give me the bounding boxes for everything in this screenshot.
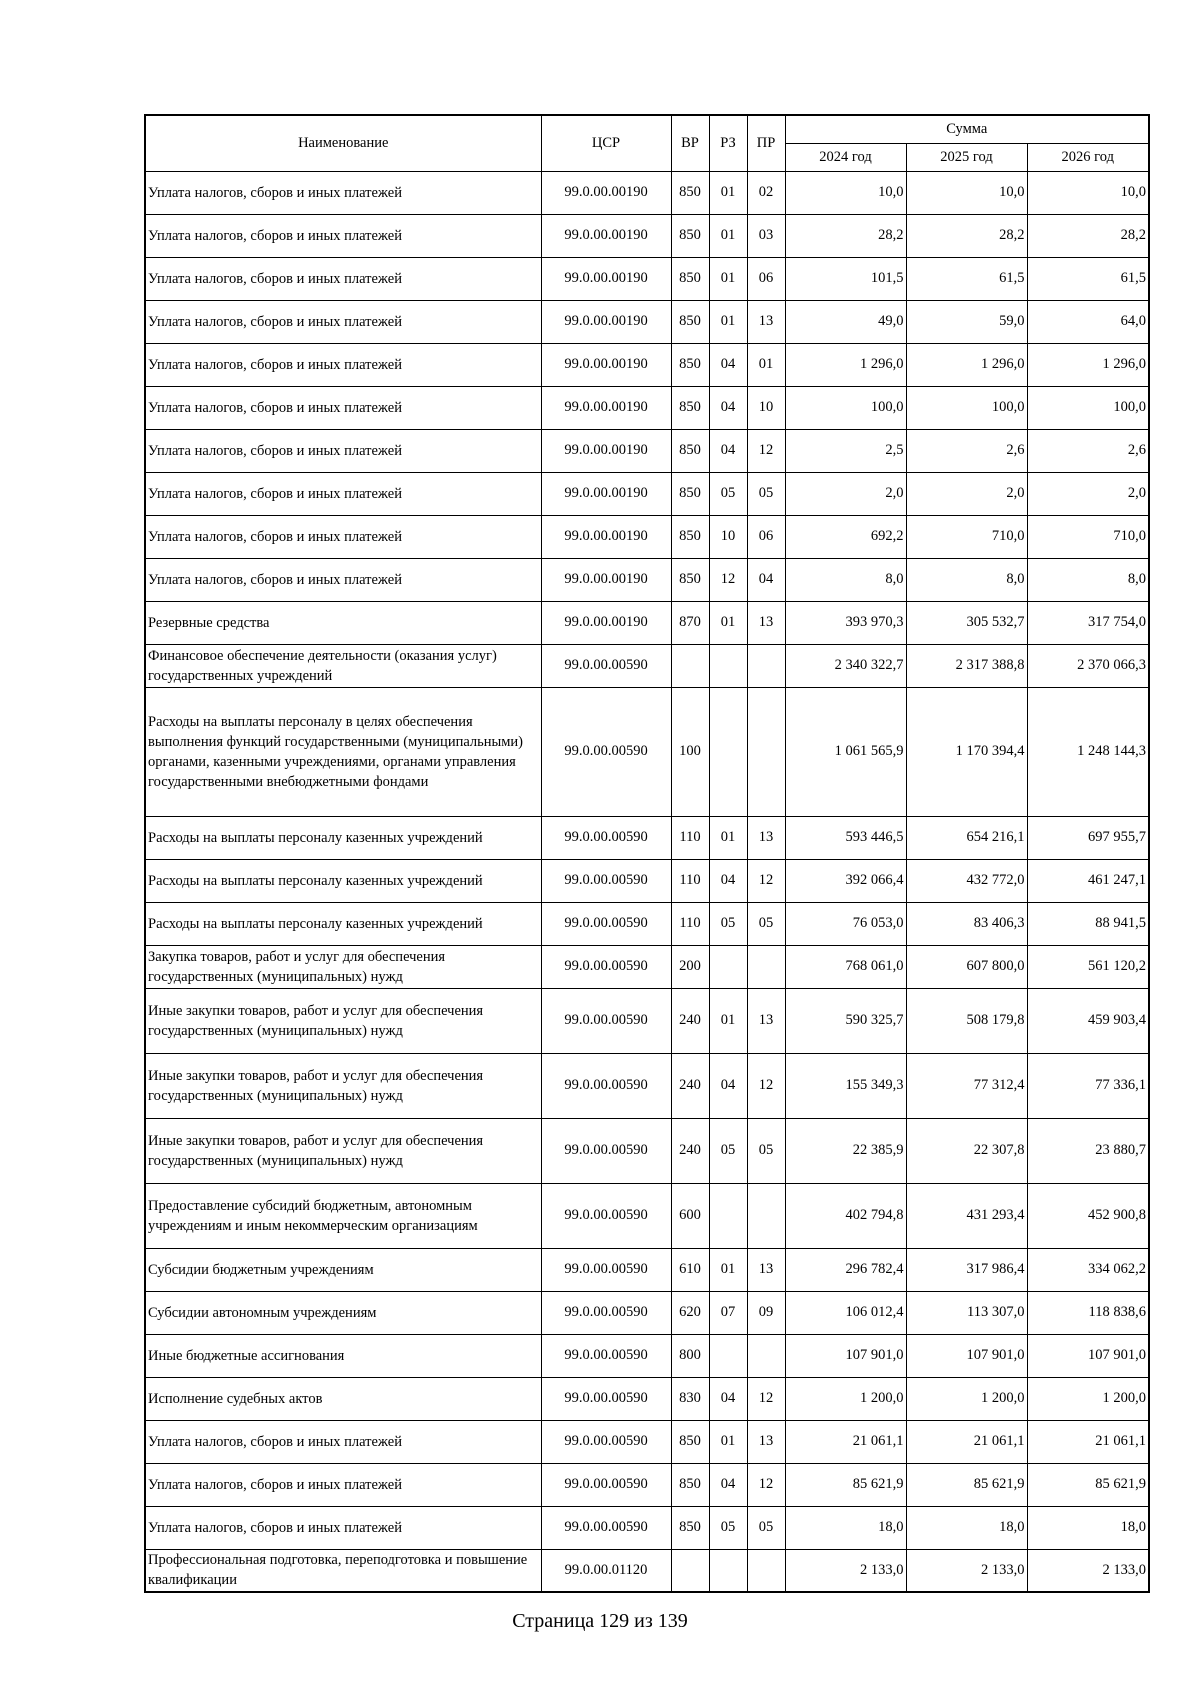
cell-csr: 99.0.00.00590 xyxy=(541,1248,671,1291)
cell-2025: 1 200,0 xyxy=(906,1377,1027,1420)
cell-2024: 768 061,0 xyxy=(785,945,906,988)
cell-name: Уплата налогов, сборов и иных платежей xyxy=(145,386,541,429)
table-row xyxy=(145,515,1149,558)
cell-2025: 1 170 394,4 xyxy=(906,687,1027,816)
cell-2025: 18,0 xyxy=(906,1506,1027,1549)
cell-rz: 04 xyxy=(709,343,747,386)
header-pr: ПР xyxy=(747,115,785,171)
cell-vr: 610 xyxy=(671,1248,709,1291)
cell-2026: 64,0 xyxy=(1027,300,1149,343)
table-row xyxy=(145,1118,1149,1183)
table-row xyxy=(145,1506,1149,1549)
cell-vr xyxy=(671,644,709,687)
cell-name: Исполнение судебных актов xyxy=(145,1377,541,1420)
cell-rz xyxy=(709,1183,747,1248)
cell-vr: 850 xyxy=(671,515,709,558)
cell-rz: 05 xyxy=(709,1118,747,1183)
cell-csr: 99.0.00.00590 xyxy=(541,859,671,902)
cell-rz: 10 xyxy=(709,515,747,558)
cell-2026: 2,6 xyxy=(1027,429,1149,472)
cell-2025: 21 061,1 xyxy=(906,1420,1027,1463)
cell-2025: 107 901,0 xyxy=(906,1334,1027,1377)
cell-2024: 296 782,4 xyxy=(785,1248,906,1291)
cell-pr: 13 xyxy=(747,300,785,343)
cell-2026: 1 248 144,3 xyxy=(1027,687,1149,816)
cell-rz: 01 xyxy=(709,300,747,343)
cell-pr: 12 xyxy=(747,1053,785,1118)
cell-rz: 01 xyxy=(709,257,747,300)
table-row xyxy=(145,1377,1149,1420)
cell-2025: 2 317 388,8 xyxy=(906,644,1027,687)
cell-csr: 99.0.00.00590 xyxy=(541,687,671,816)
cell-name: Расходы на выплаты персоналу казенных учреждений xyxy=(145,902,541,945)
cell-rz: 01 xyxy=(709,816,747,859)
cell-2025: 1 296,0 xyxy=(906,343,1027,386)
cell-vr: 850 xyxy=(671,257,709,300)
cell-name: Уплата налогов, сборов и иных платежей xyxy=(145,1463,541,1506)
cell-2026: 118 838,6 xyxy=(1027,1291,1149,1334)
cell-2025: 2,0 xyxy=(906,472,1027,515)
cell-name: Иные бюджетные ассигнования xyxy=(145,1334,541,1377)
header-rz: РЗ xyxy=(709,115,747,171)
table-row xyxy=(145,300,1149,343)
cell-pr: 06 xyxy=(747,257,785,300)
cell-2025: 100,0 xyxy=(906,386,1027,429)
cell-vr: 850 xyxy=(671,1420,709,1463)
cell-pr: 12 xyxy=(747,1463,785,1506)
cell-name: Иные закупки товаров, работ и услуг для обеспечения государственных (муниципальных) нужд xyxy=(145,1053,541,1118)
table-row xyxy=(145,988,1149,1053)
cell-2025: 28,2 xyxy=(906,214,1027,257)
cell-2026: 710,0 xyxy=(1027,515,1149,558)
cell-pr xyxy=(747,687,785,816)
cell-2025: 431 293,4 xyxy=(906,1183,1027,1248)
cell-csr: 99.0.00.00590 xyxy=(541,1377,671,1420)
cell-rz xyxy=(709,687,747,816)
cell-2024: 28,2 xyxy=(785,214,906,257)
cell-pr: 12 xyxy=(747,1377,785,1420)
cell-csr: 99.0.00.01120 xyxy=(541,1549,671,1592)
cell-csr: 99.0.00.00590 xyxy=(541,1183,671,1248)
cell-name: Предоставление субсидий бюджетным, автономным учреждениям и иным некоммерческим организациям xyxy=(145,1183,541,1248)
cell-2024: 2 133,0 xyxy=(785,1549,906,1592)
cell-rz xyxy=(709,644,747,687)
cell-csr: 99.0.00.00590 xyxy=(541,816,671,859)
cell-2024: 2 340 322,7 xyxy=(785,644,906,687)
cell-2024: 155 349,3 xyxy=(785,1053,906,1118)
cell-csr: 99.0.00.00190 xyxy=(541,214,671,257)
cell-pr xyxy=(747,945,785,988)
cell-rz: 01 xyxy=(709,1420,747,1463)
cell-2025: 710,0 xyxy=(906,515,1027,558)
cell-csr: 99.0.00.00190 xyxy=(541,429,671,472)
cell-2025: 10,0 xyxy=(906,171,1027,214)
cell-vr: 850 xyxy=(671,1463,709,1506)
cell-2026: 107 901,0 xyxy=(1027,1334,1149,1377)
cell-name: Расходы на выплаты персоналу казенных учреждений xyxy=(145,859,541,902)
cell-2024: 106 012,4 xyxy=(785,1291,906,1334)
cell-name: Профессиональная подготовка, переподготовка и повышение квалификации xyxy=(145,1549,541,1592)
header-csr: ЦСР xyxy=(541,115,671,171)
table-row xyxy=(145,816,1149,859)
cell-2026: 461 247,1 xyxy=(1027,859,1149,902)
cell-pr xyxy=(747,1334,785,1377)
cell-vr: 110 xyxy=(671,859,709,902)
table-row xyxy=(145,429,1149,472)
header-name: Наименование xyxy=(145,115,541,171)
cell-name: Уплата налогов, сборов и иных платежей xyxy=(145,343,541,386)
cell-rz: 05 xyxy=(709,472,747,515)
cell-2024: 692,2 xyxy=(785,515,906,558)
cell-pr xyxy=(747,1183,785,1248)
cell-2026: 1 296,0 xyxy=(1027,343,1149,386)
cell-2025: 317 986,4 xyxy=(906,1248,1027,1291)
cell-pr: 12 xyxy=(747,859,785,902)
table-row xyxy=(145,687,1149,816)
cell-pr xyxy=(747,644,785,687)
cell-pr xyxy=(747,1549,785,1592)
header-2026: 2026 год xyxy=(1027,143,1149,171)
cell-2026: 452 900,8 xyxy=(1027,1183,1149,1248)
cell-2024: 402 794,8 xyxy=(785,1183,906,1248)
cell-pr: 02 xyxy=(747,171,785,214)
cell-2024: 10,0 xyxy=(785,171,906,214)
cell-2026: 2,0 xyxy=(1027,472,1149,515)
cell-2025: 432 772,0 xyxy=(906,859,1027,902)
cell-csr: 99.0.00.00590 xyxy=(541,1420,671,1463)
cell-2025: 654 216,1 xyxy=(906,816,1027,859)
cell-rz: 04 xyxy=(709,429,747,472)
cell-rz: 04 xyxy=(709,1463,747,1506)
cell-2025: 113 307,0 xyxy=(906,1291,1027,1334)
cell-name: Уплата налогов, сборов и иных платежей xyxy=(145,300,541,343)
cell-csr: 99.0.00.00190 xyxy=(541,472,671,515)
cell-vr: 850 xyxy=(671,343,709,386)
table-row xyxy=(145,1549,1149,1592)
cell-name: Уплата налогов, сборов и иных платежей xyxy=(145,1506,541,1549)
cell-pr: 10 xyxy=(747,386,785,429)
cell-csr: 99.0.00.00190 xyxy=(541,386,671,429)
cell-2026: 23 880,7 xyxy=(1027,1118,1149,1183)
page-number: Страница 129 из 139 xyxy=(512,1610,688,1632)
cell-name: Расходы на выплаты персоналу в целях обеспечения выполнения функций государственными (муниципальными) органами, казенными учреждениями, органами управления государственными внебюджетными фондами xyxy=(145,687,541,816)
cell-2024: 392 066,4 xyxy=(785,859,906,902)
cell-2026: 18,0 xyxy=(1027,1506,1149,1549)
cell-name: Субсидии автономным учреждениям xyxy=(145,1291,541,1334)
cell-csr: 99.0.00.00590 xyxy=(541,902,671,945)
cell-csr: 99.0.00.00590 xyxy=(541,1291,671,1334)
cell-csr: 99.0.00.00590 xyxy=(541,1506,671,1549)
cell-2025: 59,0 xyxy=(906,300,1027,343)
cell-2025: 77 312,4 xyxy=(906,1053,1027,1118)
cell-2026: 21 061,1 xyxy=(1027,1420,1149,1463)
cell-2025: 8,0 xyxy=(906,558,1027,601)
cell-pr: 13 xyxy=(747,601,785,644)
cell-name: Иные закупки товаров, работ и услуг для обеспечения государственных (муниципальных) нужд xyxy=(145,1118,541,1183)
cell-name: Уплата налогов, сборов и иных платежей xyxy=(145,472,541,515)
cell-csr: 99.0.00.00590 xyxy=(541,1053,671,1118)
cell-csr: 99.0.00.00190 xyxy=(541,558,671,601)
cell-pr: 03 xyxy=(747,214,785,257)
cell-pr: 05 xyxy=(747,902,785,945)
cell-vr: 830 xyxy=(671,1377,709,1420)
cell-csr: 99.0.00.00590 xyxy=(541,945,671,988)
cell-csr: 99.0.00.00590 xyxy=(541,1334,671,1377)
cell-vr: 200 xyxy=(671,945,709,988)
cell-2024: 1 200,0 xyxy=(785,1377,906,1420)
cell-2024: 107 901,0 xyxy=(785,1334,906,1377)
cell-name: Уплата налогов, сборов и иных платежей xyxy=(145,257,541,300)
cell-2025: 22 307,8 xyxy=(906,1118,1027,1183)
table-row xyxy=(145,1463,1149,1506)
cell-2026: 100,0 xyxy=(1027,386,1149,429)
table-row xyxy=(145,902,1149,945)
cell-vr: 850 xyxy=(671,171,709,214)
cell-pr: 09 xyxy=(747,1291,785,1334)
table-body xyxy=(145,171,1149,1592)
cell-2024: 593 446,5 xyxy=(785,816,906,859)
cell-2024: 2,0 xyxy=(785,472,906,515)
cell-name: Расходы на выплаты персоналу казенных учреждений xyxy=(145,816,541,859)
cell-2026: 61,5 xyxy=(1027,257,1149,300)
cell-2025: 508 179,8 xyxy=(906,988,1027,1053)
cell-csr: 99.0.00.00190 xyxy=(541,515,671,558)
cell-name: Уплата налогов, сборов и иных платежей xyxy=(145,558,541,601)
cell-rz xyxy=(709,1549,747,1592)
table-row xyxy=(145,601,1149,644)
cell-csr: 99.0.00.00190 xyxy=(541,343,671,386)
cell-pr: 01 xyxy=(747,343,785,386)
cell-2026: 28,2 xyxy=(1027,214,1149,257)
cell-2024: 393 970,3 xyxy=(785,601,906,644)
cell-rz: 01 xyxy=(709,988,747,1053)
budget-table xyxy=(144,114,1150,1593)
cell-vr: 850 xyxy=(671,429,709,472)
cell-2024: 85 621,9 xyxy=(785,1463,906,1506)
cell-rz: 04 xyxy=(709,859,747,902)
cell-vr: 800 xyxy=(671,1334,709,1377)
table-row xyxy=(145,859,1149,902)
cell-vr: 850 xyxy=(671,558,709,601)
cell-2026: 334 062,2 xyxy=(1027,1248,1149,1291)
cell-pr: 12 xyxy=(747,429,785,472)
cell-2024: 2,5 xyxy=(785,429,906,472)
cell-rz xyxy=(709,945,747,988)
cell-2024: 76 053,0 xyxy=(785,902,906,945)
cell-csr: 99.0.00.00590 xyxy=(541,1463,671,1506)
cell-pr: 13 xyxy=(747,1248,785,1291)
cell-vr: 620 xyxy=(671,1291,709,1334)
cell-pr: 04 xyxy=(747,558,785,601)
cell-2024: 101,5 xyxy=(785,257,906,300)
cell-vr xyxy=(671,1549,709,1592)
cell-name: Уплата налогов, сборов и иных платежей xyxy=(145,1420,541,1463)
table-row xyxy=(145,1334,1149,1377)
table-row xyxy=(145,1248,1149,1291)
cell-rz: 04 xyxy=(709,386,747,429)
cell-2025: 85 621,9 xyxy=(906,1463,1027,1506)
cell-rz: 07 xyxy=(709,1291,747,1334)
cell-2025: 305 532,7 xyxy=(906,601,1027,644)
cell-2025: 607 800,0 xyxy=(906,945,1027,988)
cell-vr: 100 xyxy=(671,687,709,816)
cell-2026: 77 336,1 xyxy=(1027,1053,1149,1118)
cell-vr: 240 xyxy=(671,1118,709,1183)
table-row xyxy=(145,945,1149,988)
cell-name: Иные закупки товаров, работ и услуг для обеспечения государственных (муниципальных) нужд xyxy=(145,988,541,1053)
cell-2024: 21 061,1 xyxy=(785,1420,906,1463)
cell-csr: 99.0.00.00590 xyxy=(541,988,671,1053)
cell-2026: 85 621,9 xyxy=(1027,1463,1149,1506)
cell-2025: 2 133,0 xyxy=(906,1549,1027,1592)
cell-vr: 110 xyxy=(671,902,709,945)
cell-csr: 99.0.00.00590 xyxy=(541,1118,671,1183)
cell-pr: 13 xyxy=(747,988,785,1053)
cell-vr: 850 xyxy=(671,472,709,515)
cell-name: Финансовое обеспечение деятельности (оказания услуг) государственных учреждений xyxy=(145,644,541,687)
cell-2026: 2 370 066,3 xyxy=(1027,644,1149,687)
table-row xyxy=(145,343,1149,386)
table-row xyxy=(145,1291,1149,1334)
cell-vr: 850 xyxy=(671,386,709,429)
cell-name: Уплата налогов, сборов и иных платежей xyxy=(145,429,541,472)
header-sum: Сумма xyxy=(785,115,1149,143)
cell-2024: 8,0 xyxy=(785,558,906,601)
cell-name: Субсидии бюджетным учреждениям xyxy=(145,1248,541,1291)
cell-2025: 83 406,3 xyxy=(906,902,1027,945)
cell-2026: 8,0 xyxy=(1027,558,1149,601)
header-2025: 2025 год xyxy=(906,143,1027,171)
cell-vr: 240 xyxy=(671,988,709,1053)
cell-vr: 240 xyxy=(671,1053,709,1118)
header-2024: 2024 год xyxy=(785,143,906,171)
cell-2024: 22 385,9 xyxy=(785,1118,906,1183)
cell-csr: 99.0.00.00190 xyxy=(541,300,671,343)
table-row xyxy=(145,1183,1149,1248)
table-row xyxy=(145,257,1149,300)
cell-2026: 561 120,2 xyxy=(1027,945,1149,988)
cell-2026: 317 754,0 xyxy=(1027,601,1149,644)
cell-2026: 697 955,7 xyxy=(1027,816,1149,859)
cell-name: Уплата налогов, сборов и иных платежей xyxy=(145,171,541,214)
cell-rz: 01 xyxy=(709,214,747,257)
cell-name: Резервные средства xyxy=(145,601,541,644)
cell-vr: 850 xyxy=(671,300,709,343)
cell-2026: 1 200,0 xyxy=(1027,1377,1149,1420)
cell-csr: 99.0.00.00190 xyxy=(541,171,671,214)
cell-2025: 2,6 xyxy=(906,429,1027,472)
table-row xyxy=(145,1420,1149,1463)
table-row xyxy=(145,386,1149,429)
cell-rz: 01 xyxy=(709,1248,747,1291)
cell-vr: 850 xyxy=(671,214,709,257)
cell-vr: 110 xyxy=(671,816,709,859)
cell-vr: 870 xyxy=(671,601,709,644)
cell-2024: 1 061 565,9 xyxy=(785,687,906,816)
table-row xyxy=(145,214,1149,257)
cell-2024: 18,0 xyxy=(785,1506,906,1549)
cell-name: Уплата налогов, сборов и иных платежей xyxy=(145,214,541,257)
cell-csr: 99.0.00.00190 xyxy=(541,257,671,300)
table-row xyxy=(145,644,1149,687)
cell-rz: 04 xyxy=(709,1053,747,1118)
cell-rz: 04 xyxy=(709,1377,747,1420)
cell-rz: 01 xyxy=(709,171,747,214)
cell-vr: 850 xyxy=(671,1506,709,1549)
cell-vr: 600 xyxy=(671,1183,709,1248)
cell-2024: 1 296,0 xyxy=(785,343,906,386)
cell-rz: 01 xyxy=(709,601,747,644)
cell-2025: 61,5 xyxy=(906,257,1027,300)
table-row xyxy=(145,472,1149,515)
cell-pr: 05 xyxy=(747,472,785,515)
cell-rz: 05 xyxy=(709,1506,747,1549)
cell-2026: 88 941,5 xyxy=(1027,902,1149,945)
cell-csr: 99.0.00.00190 xyxy=(541,601,671,644)
cell-pr: 13 xyxy=(747,816,785,859)
cell-2024: 100,0 xyxy=(785,386,906,429)
cell-2026: 10,0 xyxy=(1027,171,1149,214)
cell-pr: 05 xyxy=(747,1506,785,1549)
cell-rz: 12 xyxy=(709,558,747,601)
cell-pr: 05 xyxy=(747,1118,785,1183)
header-vr: ВР xyxy=(671,115,709,171)
table-row xyxy=(145,1053,1149,1118)
cell-csr: 99.0.00.00590 xyxy=(541,644,671,687)
cell-pr: 06 xyxy=(747,515,785,558)
cell-name: Уплата налогов, сборов и иных платежей xyxy=(145,515,541,558)
cell-rz xyxy=(709,1334,747,1377)
cell-2024: 49,0 xyxy=(785,300,906,343)
table-row xyxy=(145,171,1149,214)
cell-2026: 459 903,4 xyxy=(1027,988,1149,1053)
table-row xyxy=(145,558,1149,601)
cell-2026: 2 133,0 xyxy=(1027,1549,1149,1592)
cell-rz: 05 xyxy=(709,902,747,945)
cell-pr: 13 xyxy=(747,1420,785,1463)
cell-2024: 590 325,7 xyxy=(785,988,906,1053)
cell-name: Закупка товаров, работ и услуг для обеспечения государственных (муниципальных) нужд xyxy=(145,945,541,988)
